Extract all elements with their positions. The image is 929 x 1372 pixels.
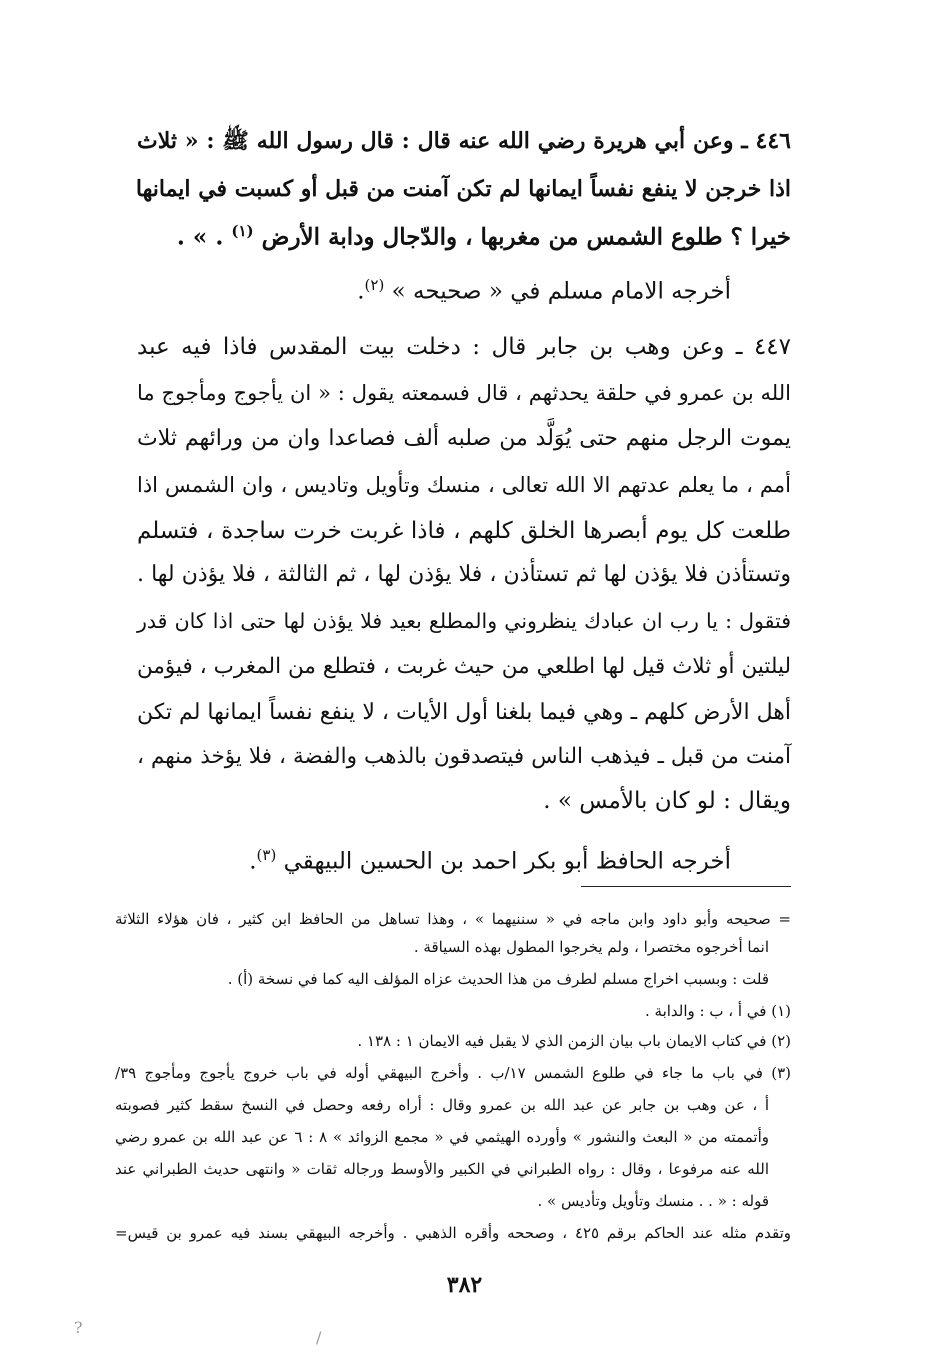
scan-speck: ? <box>74 1318 83 1337</box>
hadith-447-line-5: طلعت كل يوم أبصرها الخلق كلهم ، فاذا غربت خرت ساجدة ، فتسلم <box>137 518 791 544</box>
hadith-446-line-1: ٤٤٦ ـ وعن أبي هريرة رضي الله عنه قال : قال رسول الله ﷺ : « ثلاث <box>137 128 791 154</box>
hadith-447-line-2: الله بن عمرو في حلقة يحدثهم ، قال فسمعته يقول : « ان يأجوج ومأجوج ما <box>137 381 791 405</box>
hadith-447-line-8: ليلتين أو ثلاث قيل لها اطلعي من حيث غربت ، فتطلع من المغرب ، فيؤمن <box>137 654 791 679</box>
hadith-446-takhrij <box>137 266 731 311</box>
hadith-446-line-3-end: . » . <box>176 223 232 251</box>
footnote-last-line: وتقدم مثله عند الحاكم برقم ٤٢٥ ، وصححه وأقره الذهبي . وأخرجه البيهقي بسند فيه عمرو بن قيس= <box>115 1224 791 1242</box>
footnote-continued-line-2: انما أخرجوه مختصرا ، ولم يخرجوا المطول بهذه السياقة . <box>413 938 769 956</box>
footnote-3-line-4: الله عنه مرفوعا ، وقال : رواه الطبراني في الكبير والأوسط ورجاله ثقات « وانتهى حديث الطبراني عند <box>115 1160 769 1178</box>
footnote-ref-1: (١) <box>231 222 254 240</box>
hadith-447-line-11: ويقال : لو كان بالأمس » . <box>543 788 791 814</box>
footnote-separator <box>581 886 791 887</box>
hadith-447-line-6: وتستأذن فلا يؤذن لها ثم تستأذن ، فلا يؤذن لها ، ثم الثالثة ، فلا يؤذن لها . <box>137 562 791 587</box>
hadith-447-line-3: يموت الرجل منهم حتى يُوَلَّد من صلبه ألف فصاعدا وان من ورائهم ثلاث <box>137 426 791 451</box>
footnote-2: (٢) في كتاب الايمان باب بيان الزمن الذي لا يقبل فيه الايمان ١ : ١٣٨ . <box>357 1032 791 1050</box>
footnote-ref-2: (٢) <box>364 276 385 294</box>
footnote-1: (١) في أ ، ب : والدابة . <box>644 1002 791 1020</box>
footnote-continued-line-1: = صحيحه وأبو داود وابن ماجه في « سننيهما » ، وهذا تساهل من الحافظ ابن كثير ، فان هؤلاء الثلاثة <box>115 910 791 928</box>
footnote-3-line-2: أ ، عن وهب بن جابر عن عبد الله بن عمرو وقال : أراه رفعه وحصل في النسخ سقط كثير فصوبته <box>115 1096 769 1114</box>
footnote-3-line-5: قوله : « . . منسك وتأويل وتأديس » . <box>537 1192 769 1210</box>
footnote-3-line-1: (٣) في باب ما جاء في طلوع الشمس ١٧/ب . وأخرج البيهقي أوله في باب خروج يأجوج ومأجوج ٣٩/ <box>115 1064 791 1082</box>
hadith-447-line-7: فتقول : يا رب ان عبادك ينظروني والمطلع بعيد فلا يؤذن لها حتى اذا كان قدر <box>137 609 791 633</box>
hadith-446-takhrij-end: . <box>357 278 365 305</box>
hadith-446-line-3 <box>137 212 791 257</box>
hadith-447-line-9: أهل الأرض كلهم ـ وهي فيما بلغنا أول الأيات ، لا ينفع نفساً ايمانها لم تكن <box>137 700 791 725</box>
hadith-447-line-4: أمم ، ما يعلم عدتهم الا الله تعالى ، منسك وتأويل وتاديس ، وان الشمس اذا <box>137 473 791 497</box>
hadith-447-takhrij-text: أخرجه الحافظ أبو بكر احمد بن الحسين البيهقي <box>283 848 731 875</box>
footnote-3-line-3: وأتممته من « البعث والنشور » وأورده الهيثمي في « مجمع الزوائد » ٨ : ٦ عن عبد الله بن عمرو رضي <box>115 1128 770 1146</box>
page-number: ٣٨٢ <box>446 1272 483 1298</box>
hadith-447-line-1: ٤٤٧ ـ وعن وهب بن جابر قال : دخلت بيت المقدس فاذا فيه عبد <box>137 334 791 360</box>
hadith-446-line-3-text: خيرا ؟ طلوع الشمس من مغربها ، والدّجال ودابة الأرض <box>261 223 791 251</box>
footnote-ref-3: (٣) <box>256 846 277 864</box>
hadith-447-takhrij-end: . <box>249 848 257 875</box>
hadith-446-takhrij-text: أخرجه الامام مسلم في « صحيحه » <box>391 278 731 305</box>
footnote-continued-line-3: قلت : وبسبب اخراج مسلم لطرف من هذا الحديث عزاه المؤلف اليه كما في نسخة (أ) . <box>227 970 769 988</box>
hadith-446-line-2: اذا خرجن لا ينفع نفساً ايمانها لم تكن آمنت من قبل أو كسبت في ايمانها <box>135 176 791 202</box>
scan-speck: / <box>316 1328 322 1347</box>
hadith-447-line-10: آمنت من قبل ـ فيذهب الناس فيتصدقون بالذهب والفضة ، فلا يؤخذ منهم ، <box>137 744 791 769</box>
hadith-447-takhrij <box>137 836 731 881</box>
